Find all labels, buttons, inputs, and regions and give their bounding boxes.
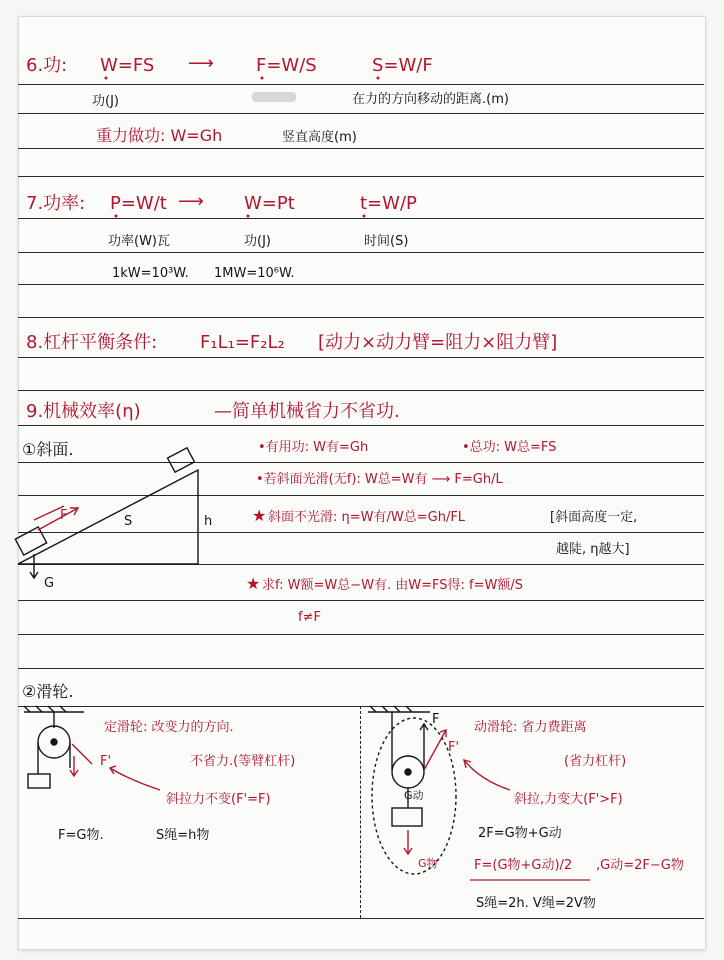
redacted-mark [252, 92, 296, 102]
movable-pulley-title: 动滑轮: 省力费距离 [474, 720, 587, 735]
incline-force-arrow [34, 506, 78, 530]
fixed-pulley-title: 定滑轮: 改变力的方向. [104, 720, 234, 735]
sec7-formula-p: P=W/t [110, 193, 167, 214]
sec8-title: 8.杠杆平衡条件: [26, 332, 158, 353]
sec7-p-unit: 功率(W)瓦 [108, 234, 170, 249]
emphasis-dots [105, 77, 380, 218]
fixed-pulley-label-F-prime: F' [100, 754, 112, 769]
sec6-formula-s: S=W/F [372, 55, 433, 76]
fixed-pulley-eq2: S绳=h物 [156, 828, 210, 843]
fixed-pulley-eq1: F=G物. [58, 828, 104, 843]
sec6-w-unit: 功(J) [92, 94, 119, 109]
incline-bracket-2: 越陡, η越大] [556, 542, 630, 557]
sec7-formula-t: t=W/P [360, 193, 417, 214]
incline-label-S: S [124, 514, 133, 529]
incline-friction: 求f: W额=W总−W有. 由W=FS得: f=W额/S [262, 578, 523, 593]
incline-diagram [15, 448, 198, 578]
sec7-w-unit: 功(J) [244, 234, 271, 249]
movable-pulley-note: (省力杠杆) [564, 754, 627, 769]
pulley-heading: ②滑轮. [22, 682, 74, 701]
fixed-pulley-note: 不省力.(等臂杠杆) [190, 754, 296, 769]
incline-label-h: h [204, 514, 213, 529]
movable-label-G-wu: G物 [418, 857, 438, 870]
incline-smooth: •若斜面光滑(无f): W总=W有 ⟶ F=Gh/L [256, 472, 503, 487]
sec7-formula-w: W=Pt [244, 193, 295, 214]
sec8-note: [动力×动力臂=阻力×阻力臂] [318, 332, 558, 353]
sec6-gravity-work: 重力做功: W=Gh [96, 126, 223, 145]
star-icon: ★ [252, 506, 267, 525]
sec7-mw: 1MW=10⁶W. [214, 266, 295, 281]
movable-pulley-oblique: 斜拉,力变大(F'>F) [514, 792, 623, 807]
fixed-pulley-oblique: 斜拉力不变(F'=F) [166, 792, 271, 807]
sec7-kw: 1kW=10³W. [112, 266, 189, 281]
incline-bracket-1: [斜面高度一定, [550, 510, 638, 525]
sec6-formula-w: W=FS [100, 55, 155, 76]
movable-pulley-eq1: 2F=G物+G动 [478, 826, 562, 841]
sec8-formula: F₁L₁=F₂L₂ [200, 332, 285, 353]
incline-label-G: G [44, 576, 55, 591]
sec6-s-desc: 在力的方向移动的距离.(m) [352, 92, 509, 107]
incline-useful-work: •有用功: W有=Gh [258, 440, 369, 455]
movable-label-G-dong: G动 [404, 789, 424, 802]
movable-pulley-forces [404, 730, 510, 854]
movable-pulley-eq2: F=(G物+G动)/2 [474, 858, 573, 873]
incline-heading: ①斜面. [22, 440, 74, 459]
movable-label-F-prime: F' [448, 740, 460, 755]
sec7-title: 7.功率: [26, 193, 86, 214]
movable-pulley-eq4: S绳=2h. V绳=2V物 [476, 896, 596, 911]
star-icon: ★ [246, 574, 261, 593]
sec6-gravity-note: 竖直高度(m) [282, 130, 357, 145]
incline-f-not-F: f≠F [298, 610, 321, 625]
arrow: ⟶ [188, 53, 214, 74]
movable-pulley-eq3: ,G动=2F−G物 [596, 858, 684, 873]
incline-total-work: •总功: W总=FS [462, 440, 557, 455]
arrow: ⟶ [178, 191, 204, 212]
sec6-title: 6.功: [26, 55, 68, 76]
sec9-subtitle: —简单机械省力不省功. [214, 401, 400, 422]
sec9-title: 9.机械效率(η) [26, 401, 141, 422]
incline-label-F: F [60, 508, 68, 523]
sec7-t-unit: 时间(S) [364, 234, 409, 249]
incline-not-smooth: 斜面不光滑: η=W有/W总=Gh/FL [268, 510, 466, 525]
sec6-formula-f: F=W/S [256, 55, 317, 76]
fixed-pulley-forces [70, 744, 160, 790]
movable-label-F: F [432, 712, 440, 727]
